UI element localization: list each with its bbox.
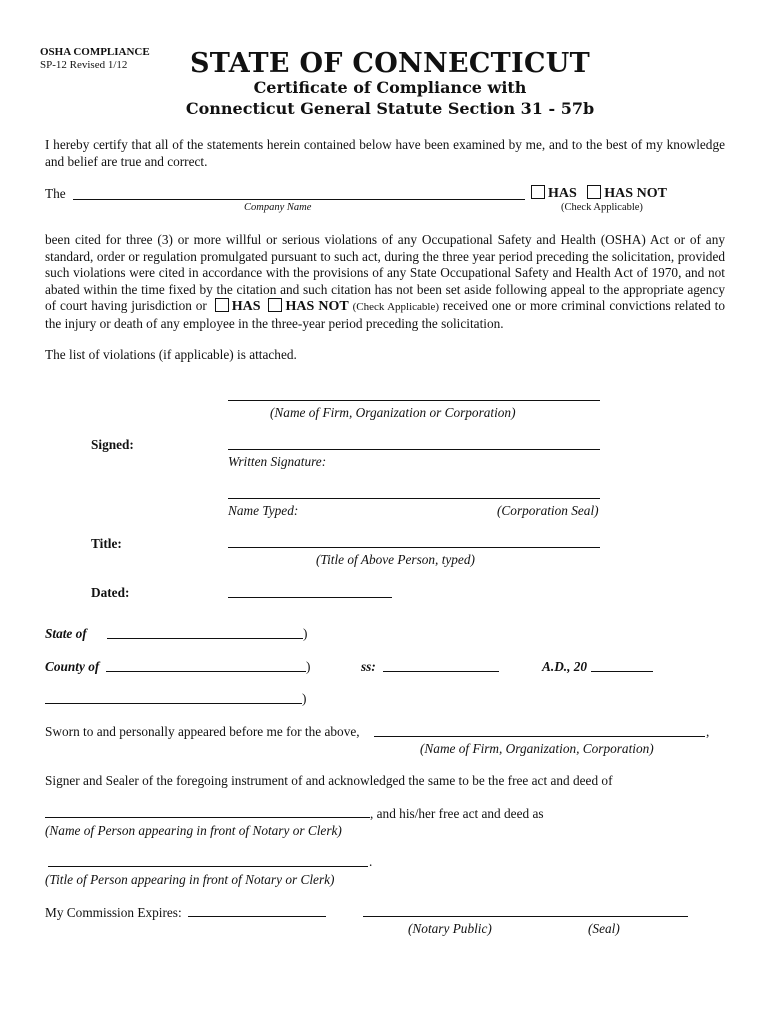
company-prefix: The [45, 186, 66, 201]
conviction-has-not-label: HAS NOT [285, 299, 349, 314]
commission-label: My Commission Expires: [45, 905, 182, 920]
subtitle-line1: Certificate of Compliance with [253, 78, 527, 97]
has-option [527, 185, 667, 202]
firm-name-caption: (Name of Firm, Organization or Corporation) [270, 405, 516, 420]
state-paren: ) [303, 626, 308, 641]
subtitle-line2: Connecticut General Statute Section 31 - 57b [185, 99, 595, 118]
venue-extra-field[interactable] [45, 703, 302, 704]
name-typed-caption: Name Typed: [228, 503, 299, 518]
ss-label: ss: [361, 659, 376, 674]
conviction-has-not-checkbox[interactable] [268, 298, 282, 312]
ss-field[interactable] [383, 671, 499, 672]
ad-label: A.D., 20 [542, 659, 588, 674]
has-checkbox[interactable] [531, 185, 545, 199]
list-note: The list of violations (if applicable) is attached. [45, 347, 297, 362]
has-label: HAS [548, 186, 577, 201]
person-title-notary-caption: (Title of Person appearing in front of Notary or Clerk) [45, 872, 335, 887]
notary-signature-field[interactable] [363, 916, 688, 917]
name-typed-field[interactable] [228, 498, 600, 499]
person-title-field[interactable] [228, 547, 600, 548]
conviction-has-checkbox[interactable] [215, 298, 229, 312]
county-label: County of [45, 659, 100, 674]
company-name-field[interactable] [73, 199, 525, 200]
title-label: Title: [91, 536, 122, 551]
signer-text: Signer and Sealer of the foregoing instrument of and acknowledged the same to be the free act and deed of [45, 773, 613, 788]
conviction-has-label: HAS [231, 299, 261, 314]
person-name-caption: (Name of Person appearing in front of Notary or Clerk) [45, 823, 342, 838]
check-applicable-caption: (Check Applicable) [561, 202, 643, 213]
commission-expires-field[interactable] [188, 916, 326, 917]
date-field[interactable] [228, 597, 392, 598]
certification-intro: I hereby certify that all of the statements herein contained below have been examined by me, and to the best of my knowledge and belief are true and correct. [45, 137, 725, 169]
has-not-checkbox[interactable] [587, 185, 601, 199]
state-field[interactable] [107, 638, 303, 639]
dated-label: Dated: [91, 585, 130, 600]
notary-public-caption: (Notary Public) [408, 921, 492, 936]
signed-label: Signed: [91, 437, 134, 452]
violations-text-before: been cited for three (3) or more willful or serious violations of any Occupational Safety and Health (OSHA) Act or of any standard, order or regulation promulgated pursuant to such act, during the three year period preceding the solicitation, provided such violations were cited in accordance with the provisions of any State Occupational Safety and Health Act of 1970, and not abated within the time fixed by the citation and such citation has not been set aside following appeal to the appropriate agency of court having jurisdiction or [45, 232, 725, 313]
corporation-seal-caption: (Corporation Seal) [497, 503, 599, 518]
title-period: . [369, 854, 373, 869]
form-revision: SP-12 Revised 1/12 [40, 59, 128, 71]
county-field[interactable] [106, 671, 306, 672]
violations-text-after: received one or more criminal convictions related to the injury or death of any employee in the three-year period preceding the solicitation. [45, 298, 726, 331]
written-signature-field[interactable] [228, 449, 600, 450]
sworn-comma: , [706, 724, 710, 739]
person-title-caption: (Title of Above Person, typed) [316, 552, 475, 567]
page-title: STATE OF CONNECTICUT [189, 48, 591, 79]
form-name: OSHA COMPLIANCE [40, 46, 150, 58]
firm-name-field[interactable] [228, 400, 600, 401]
state-label: State of [45, 626, 87, 641]
violations-paragraph [45, 232, 725, 332]
ad-year-field[interactable] [591, 671, 653, 672]
person-name-field[interactable] [45, 817, 370, 818]
seal-caption: (Seal) [588, 921, 620, 936]
county-paren: ) [306, 659, 311, 674]
sworn-firm-caption: (Name of Firm, Organization, Corporation) [420, 741, 654, 756]
person-title-notary-field[interactable] [48, 866, 368, 867]
has-not-label: HAS NOT [604, 186, 667, 201]
sworn-text: Sworn to and personally appeared before me for the above, [45, 724, 360, 739]
free-act-text: , and his/her free act and deed as [370, 806, 544, 821]
written-signature-caption: Written Signature: [228, 454, 327, 469]
sworn-firm-field[interactable] [374, 736, 705, 737]
company-name-caption: Company Name [244, 202, 312, 213]
conviction-check-note: (Check Applicable) [352, 301, 440, 313]
venue-paren: ) [302, 691, 307, 706]
